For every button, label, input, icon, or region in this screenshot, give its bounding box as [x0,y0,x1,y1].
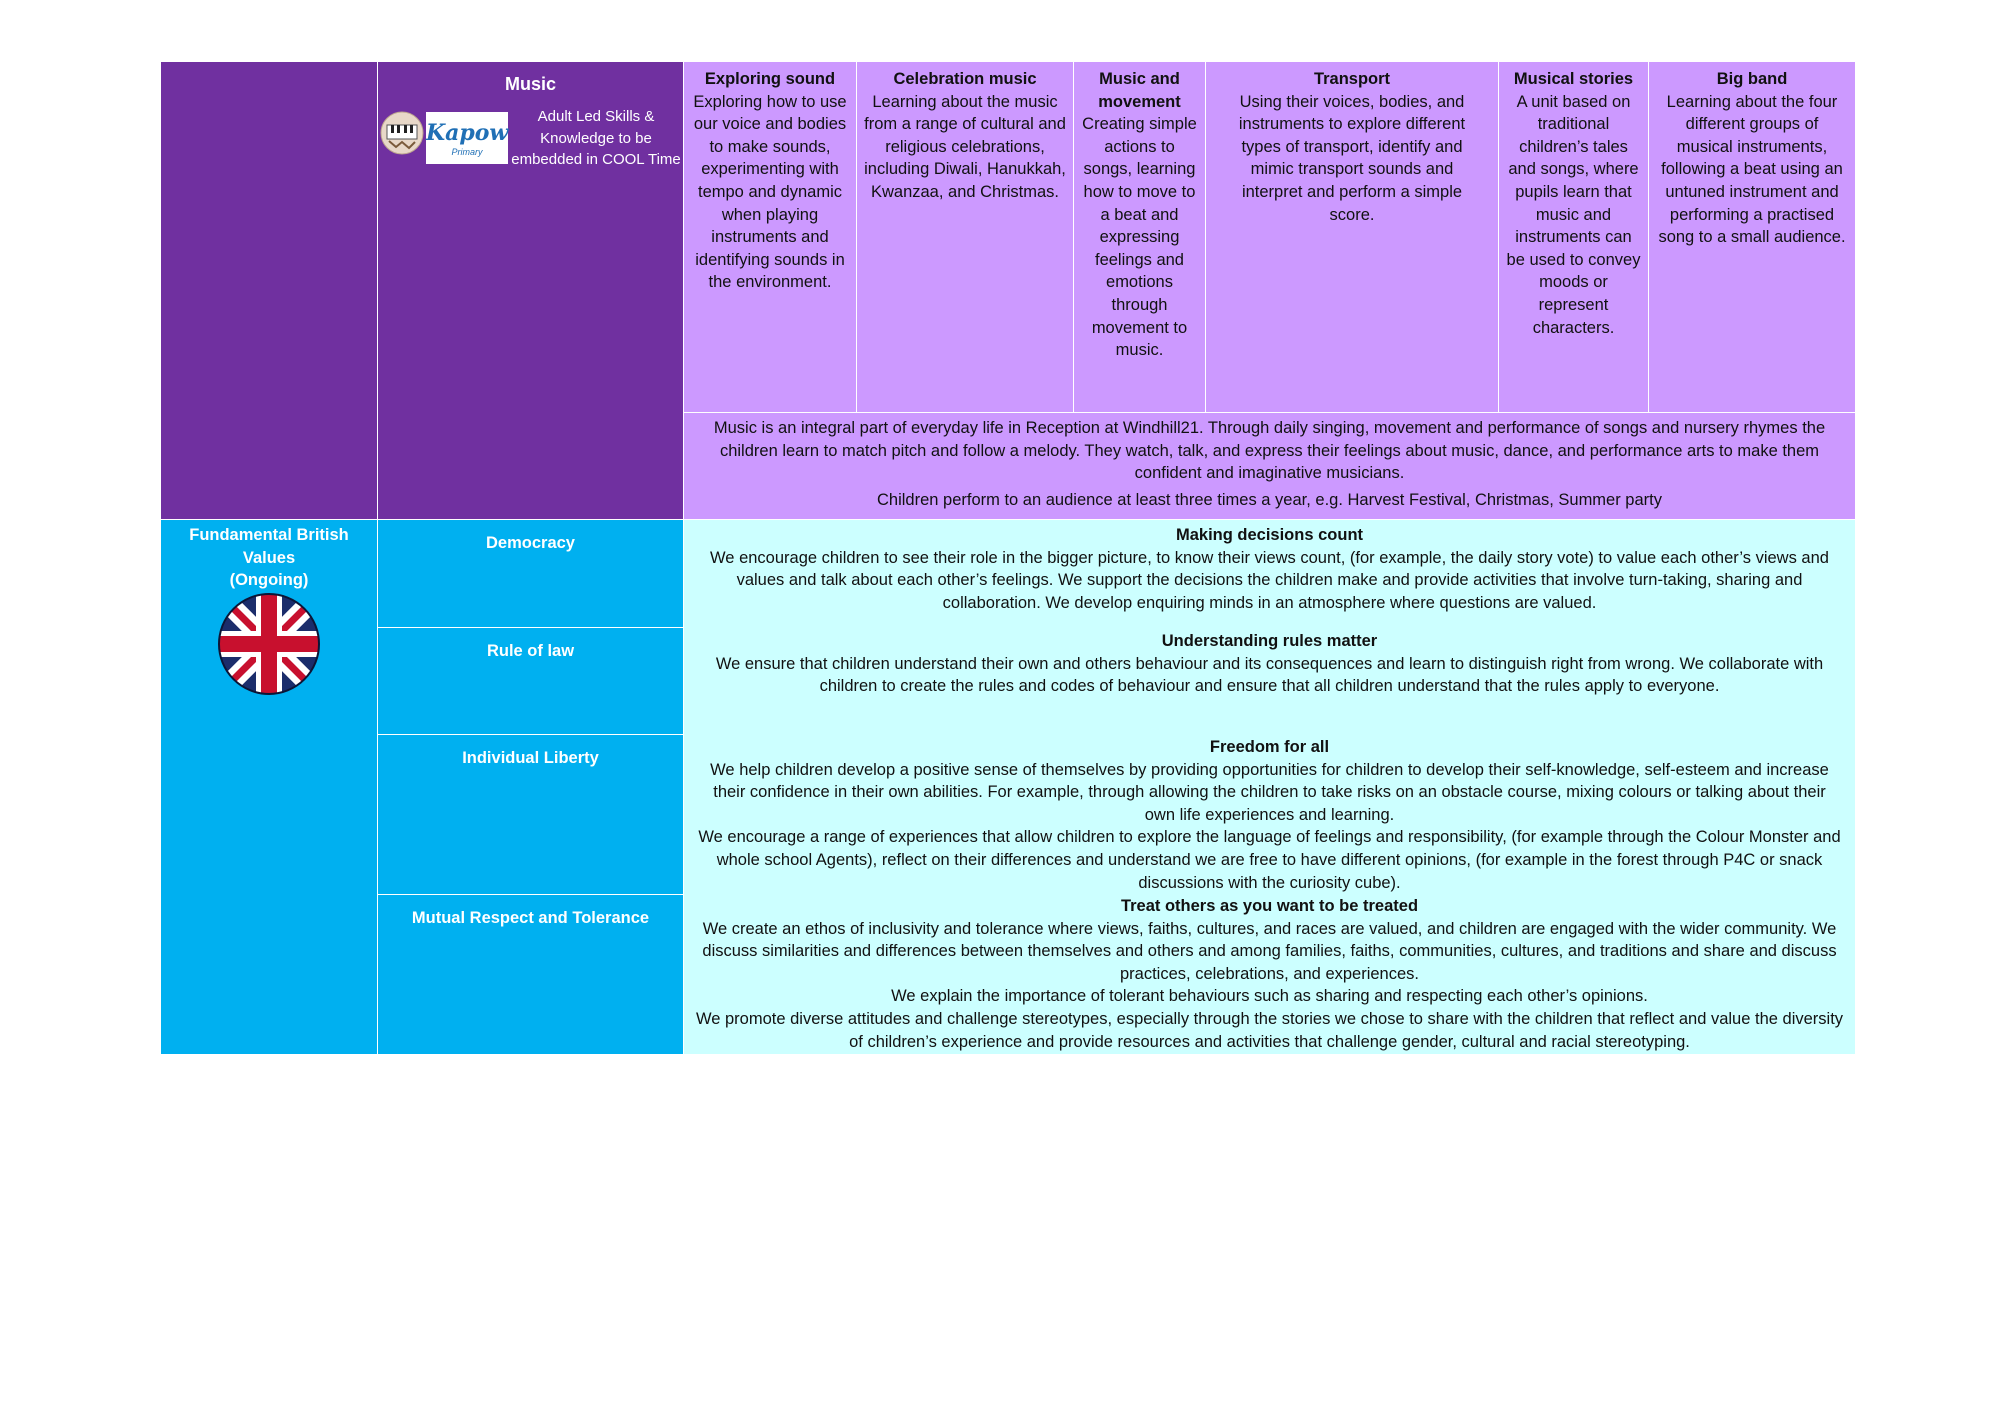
music-area-cell [161,62,377,519]
value-label-individual-liberty [378,735,683,894]
unit-text: Exploring how to use our voice and bodies to make sounds, experimenting with tempo and dynamic when playing instruments and identifying sounds in the environment. [693,92,847,292]
unit-text: A unit based on traditional children’s tales and songs, where pupils learn that music and instruments can be used to convey moods or represent characters. [1506,92,1641,337]
music-note: Adult Led Skills & Knowledge to be embedded in COOL Time [511,108,681,168]
unit-title: Musical stories [1513,70,1634,88]
value-label-mutual-respect [378,895,683,1054]
value-text: We encourage children to see their role in the bigger picture, to know their views count, (for example, the daily story vote) to value each other’s views and values and talk about each other’s feelings. We support the decisions the children make and provide activities that involve turn-taking, sharing and collaboration. We develop enquiring minds in an atmosphere where questions are valued. [710,548,1829,612]
unit-text: Learning about the four different groups of musical instruments, following a beat using an untuned instrument and performing a practised song to a small audience. [1658,92,1846,247]
music-subject-title: Music [504,74,556,94]
values-heading [161,520,377,592]
value-desc-mutual-respect [684,895,1855,1054]
value-title: Understanding rules matter [1161,632,1378,650]
unit-title: Music and movement [1098,70,1181,111]
unit-text: Creating simple actions to songs, learning how to move to a beat and expressing feelings and emotions through movement to music. [1082,115,1197,360]
music-summary-text: Music is an integral part of everyday life in Reception at Windhill21. Through daily singing, movement and performance of songs and nursery rhymes the children learn to match pitch and follow a melody. They watch, talk, and express their feelings about music, dance, and performance arts to make them confident and imaginative musicians. [713,419,1826,483]
value-text-2: We encourage a range of experiences that allow children to explore the language of feelings and responsibility, (for example through the Colour Monster and whole school Agents), reflect on their differences and understand we are free to have different opinions, (for example in the forest through P4C or snack discussions with the curiosity cube). [698,828,1841,892]
value-text-3: We promote diverse attitudes and challenge stereotypes, especially through the stories we chose to share with the children that reflect and value the diversity of children’s experience and provide resources and activities that challenge gender, cultural and racial stereotyping. [695,1009,1844,1051]
value-desc-rule-of-law [684,628,1855,735]
unit-exploring-sound [684,62,856,412]
value-title: Making decisions count [1175,526,1364,544]
values-heading-line1: Fundamental British [189,526,349,544]
value-label-democracy [378,520,683,627]
value-text: We ensure that children understand their own and others behaviour and its consequences and learn to distinguish right from wrong. We collaborate with children to create the rules and codes of behaviour and ensure that all children understand that the rules apply to everyone. [715,654,1824,696]
music-subject-cell [378,62,683,519]
value-text-2: We explain the importance of tolerant behaviours such as sharing and respecting each other’s opinions. [891,987,1648,1006]
music-summary-cell [684,413,1855,519]
unit-text: Using their voices, bodies, and instruments to explore different types of transport, identify and mimic transport sounds and interpret and perform a simple score. [1238,92,1466,224]
unit-musical-stories [1499,62,1648,412]
value-desc-democracy [684,520,1855,628]
value-label-text: Individual Liberty [462,749,599,767]
unit-text: Learning about the music from a range of cultural and religious celebrations, including Diwali, Hanukkah, Kwanzaa, and Christmas. [864,92,1066,201]
unit-celebration-music [857,62,1073,412]
unit-title: Exploring sound [704,70,836,88]
values-heading-line2: Values [242,548,296,567]
kapow-logo [426,112,508,164]
unit-music-and-movement [1074,62,1205,412]
unit-title: Celebration music [893,70,1037,88]
value-text: We help children develop a positive sense of themselves by providing opportunities for children to develop their self-knowledge, self-esteem and increase their confidence in their own abilities. For example, through allowing the children to take risks on an obstacle course, mixing colours or talking about their own life experiences and learning. [710,760,1829,824]
value-text: We create an ethos of inclusivity and tolerance where views, faiths, cultures, and races are valued, and children are engaged with the wider community. We discuss similarities and differences between themselves and others and among families, faiths, communities, cultures, and traditions and share and discuss practices, celebrations, and experiences. [702,919,1837,983]
kapow-logo-subtext: Primary [451,147,483,157]
union-jack-icon [218,593,320,695]
unit-title: Transport [1313,70,1391,88]
unit-title: Big band [1716,70,1788,88]
unit-transport [1206,62,1498,412]
value-label-text: Democracy [486,534,575,552]
unit-big-band [1649,62,1855,412]
value-title: Treat others as you want to be treated [1120,897,1419,915]
values-heading-line3: (Ongoing) [229,571,309,590]
piano-icon [380,111,424,155]
kapow-logo-text: Kapow [426,120,509,146]
music-summary-performances: Children perform to an audience at least three times a year, e.g. Harvest Festival, Christmas, Summer party [877,490,1662,509]
value-title: Freedom for all [1209,738,1330,756]
value-label-text: Rule of law [486,642,575,660]
value-label-text: Mutual Respect and Tolerance [411,909,650,927]
value-desc-individual-liberty [684,735,1855,895]
value-label-rule-of-law [378,628,683,734]
values-area-cell [161,520,377,1054]
